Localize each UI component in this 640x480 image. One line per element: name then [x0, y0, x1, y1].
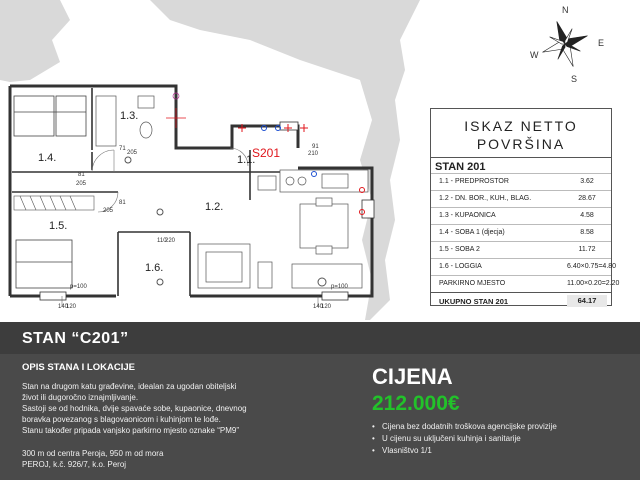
dim-p100-a: p=100: [70, 284, 87, 290]
compass-n: N: [562, 5, 569, 15]
area-row-name: PARKIRNO MJESTO: [439, 280, 506, 287]
price-label: CIJENA: [372, 364, 453, 389]
price-notes: [372, 421, 557, 457]
price-value: 212.000€: [372, 392, 460, 415]
price-note-text: U cijenu su uključeni kuhinja i sanitarije: [382, 434, 521, 443]
area-title-line2: POVRŠINA: [476, 136, 566, 152]
area-table: [430, 108, 620, 306]
description-line: život ili dugoročno iznajmljivanje.: [22, 393, 139, 402]
dim-205-c: 205: [103, 208, 114, 214]
dim-140-b: 140: [313, 304, 324, 310]
dim-220: 220: [165, 238, 176, 244]
area-row-value: 4.58: [580, 212, 594, 219]
price-note: [372, 421, 557, 433]
bullet-icon: •: [372, 434, 375, 443]
info-panel: [0, 322, 640, 480]
info-title-bar: [0, 322, 640, 354]
area-row-name: 1.3 - KUPAONICA: [439, 212, 496, 219]
compass-rose: [534, 13, 596, 75]
area-total-row: [431, 292, 611, 309]
description-line: boravka povezanog s blagovaonicom i kuhinjom te lođe.: [22, 415, 221, 424]
room-label-1-6: 1.6.: [145, 262, 164, 274]
dim-120-a: 120: [66, 304, 77, 310]
area-title-line1: ISKAZ NETTO: [464, 118, 578, 134]
area-row: [431, 258, 617, 275]
bullet-icon: •: [372, 446, 375, 455]
dim-91: 91: [312, 144, 319, 150]
dim-140-a: 140: [58, 304, 69, 310]
price-note-text: Vlasništvo 1/1: [382, 446, 432, 455]
area-total-value: 64.17: [567, 295, 607, 307]
area-row-value: 3.62: [580, 178, 594, 185]
dim-p100-b: p=100: [331, 284, 348, 290]
room-label-1-4: 1.4.: [38, 152, 57, 164]
area-row-name: 1.5 - SOBA 2: [439, 246, 480, 253]
description-heading: OPIS STANA I LOKACIJE: [22, 362, 135, 373]
dim-81-b: 81: [119, 200, 126, 206]
area-table-title: [431, 117, 611, 153]
apartment-title: STAN “C201”: [22, 330, 129, 347]
area-row-name: 1.4 - SOBA 1 (djecja): [439, 229, 505, 236]
dim-81-a: 81: [78, 172, 85, 178]
area-row-value: 28.67: [578, 195, 596, 202]
dim-205-a: 205: [127, 150, 138, 156]
price-note-text: Cijena bez dodatnih troškova agencijske provizije: [382, 422, 557, 431]
area-row-value: 8.58: [580, 229, 594, 236]
description-line: Stanu također pripada vanjsko parkirno mjesto oznake “PM9”: [22, 426, 239, 435]
location-text: [22, 448, 163, 470]
terrain-left: [0, 0, 70, 82]
area-row-value: 11.72: [578, 246, 596, 253]
area-row: [431, 224, 611, 241]
area-row: [431, 241, 611, 258]
compass-w: W: [530, 50, 539, 60]
room-label-1-2: 1.2.: [205, 201, 224, 213]
room-label-1-3: 1.3.: [120, 110, 139, 122]
area-total-name: UKUPNO STAN 201: [439, 297, 509, 306]
description-line: Stan na drugom katu građevine, idealan za ugodan obiteljski: [22, 382, 237, 391]
door-swings: [92, 148, 248, 212]
unit-marker: S201: [252, 146, 281, 160]
area-row-name: 1.2 - DN. BOR., KUH., BLAG.: [439, 195, 532, 202]
wardrobes: [14, 196, 94, 210]
location-line: 300 m od centra Peroja, 950 m od mora: [22, 449, 164, 458]
kitchen: [258, 170, 368, 254]
location-line: PEROJ, k.č. 926/7, k.o. Peroj: [22, 460, 127, 469]
dim-71: 71: [119, 146, 126, 152]
living-furniture: [198, 244, 362, 288]
room-label-1-1: 1.1.: [237, 154, 256, 166]
area-row-name: 1.6 - LOGGIA: [439, 263, 482, 270]
description-text: [22, 381, 322, 436]
area-row: [431, 275, 620, 292]
area-table-rows: [431, 173, 620, 309]
compass-e: E: [598, 38, 605, 48]
area-unit-label: STAN 201: [435, 161, 486, 173]
price-note: [372, 433, 557, 445]
dim-210: 210: [308, 151, 319, 157]
bullet-icon: •: [372, 422, 375, 431]
area-row: [431, 207, 611, 224]
area-table-unit: [431, 157, 611, 173]
area-row-value: 11.00×0.20=2.20: [567, 280, 620, 287]
description-line: Sastoji se od hodnika, dvije spavaće sobe, kupaonice, dnevnog: [22, 404, 247, 413]
dim-205-b: 205: [76, 181, 87, 187]
dim-120-b: 120: [321, 304, 332, 310]
area-row-value: 6.40×0.75=4.80: [567, 263, 617, 270]
room-label-1-5: 1.5.: [49, 220, 68, 232]
compass-s: S: [571, 74, 578, 84]
bathroom-fixtures: [96, 93, 186, 146]
area-row: [431, 190, 611, 207]
area-row-name: 1.1 - PREDPROSTOR: [439, 178, 509, 185]
dim-110: 110: [157, 238, 167, 244]
area-row: [431, 173, 611, 190]
price-note: [372, 445, 557, 457]
